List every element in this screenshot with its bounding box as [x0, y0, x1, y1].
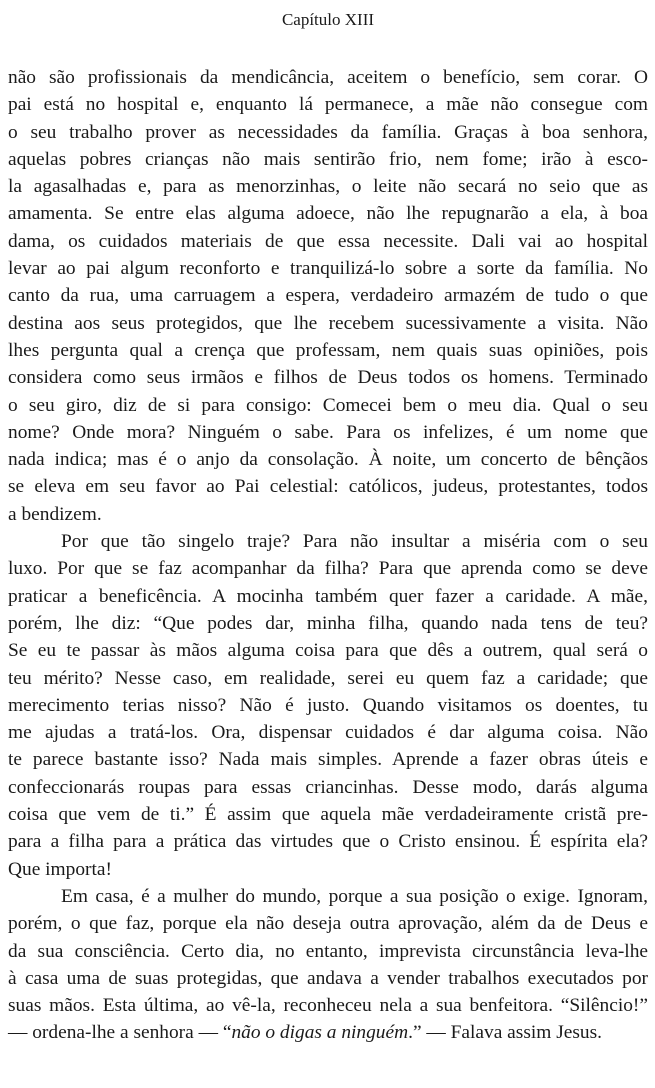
- paragraph: [8, 883, 648, 1047]
- text-line: Por que tão singelo traje? Para não insultar a miséria com o seu: [61, 531, 648, 553]
- paragraph: [8, 64, 648, 528]
- text-line: Em casa, é a mulher do mundo, porque a sua posição o exige. Ignoram,: [61, 885, 648, 907]
- text-line: la agasalhadas e, para as menorzinhas, o leite não secará no seio que as: [8, 176, 648, 198]
- chapter-title: Capítulo XIII: [281, 10, 375, 29]
- text-line: coisa que vem de ti.” É assim que aquela mãe verdadeiramente cristã pre-: [8, 804, 648, 826]
- text-line: destina aos seus protegidos, que lhe recebem sucessivamente a visita. Não: [8, 312, 648, 334]
- text-line: praticar a beneficência. A mocinha também quer fazer a caridade. A mãe,: [8, 585, 648, 607]
- text-line: luxo. Por que se faz acompanhar da filha? Para que aprenda como se deve: [8, 558, 648, 580]
- text-line: se eleva em seu favor ao Pai celestial: católicos, judeus, protestantes, todos: [8, 476, 648, 498]
- text-line: canto da rua, uma carruagem a espera, verdadeiro armazém de tudo o que: [8, 285, 648, 307]
- text-line: Se eu te passar às mãos alguma coisa para que dês a outrem, qual será o: [8, 640, 648, 662]
- text-line: aquelas pobres crianças não mais sentirão frio, nem fome; irão à esco-: [8, 148, 648, 170]
- text-line: suas mãos. Esta última, ao vê-la, reconheceu nela a sua benfeitora. “Silêncio!”: [8, 995, 648, 1017]
- text-line: teu mérito? Nesse caso, em realidade, serei eu quem faz a caridade; que: [8, 667, 648, 689]
- text-line: confeccionarás roupas para essas criancinhas. Desse modo, darás alguma: [8, 776, 648, 798]
- paragraph: [8, 528, 648, 883]
- text-line: dama, os cuidados materiais de que essa necessite. Dali vai ao hospital: [8, 230, 648, 252]
- text-line: o seu giro, diz de si para consigo: Comecei bem o meu dia. Qual o seu: [8, 394, 648, 416]
- text-line: o seu trabalho prover as necessidades da família. Graças à boa senhora,: [8, 121, 648, 143]
- text-fragment: — ordena-lhe a senhora — “: [8, 1022, 232, 1044]
- text-line: a bendizem.: [8, 503, 102, 525]
- text-line: lhes pergunta qual a crença que professam, nem quais suas opiniões, pois: [8, 339, 648, 361]
- text-line: me ajudas a tratá-los. Ora, dispensar cuidados é dar alguma coisa. Não: [8, 722, 648, 744]
- text-line: nome? Onde mora? Ninguém o sabe. Para os infelizes, é um nome que: [8, 421, 648, 443]
- text-line: levar ao pai algum reconforto e tranquilizá-lo sobre a sorte da família. No: [8, 258, 648, 280]
- body-text: [8, 64, 648, 1047]
- book-page: [8, 0, 648, 1047]
- italic-quote: não o digas a ninguém: [231, 1022, 409, 1044]
- text-line: amamenta. Se entre elas alguma adoece, não lhe repugnarão a ela, à boa: [8, 203, 648, 225]
- text-line: merecimento terias nisso? Não é justo. Quando visitamos os doentes, tu: [8, 694, 648, 716]
- running-header: [8, 0, 648, 38]
- text-line: não são profissionais da mendicância, aceitem o benefício, sem corar. O: [8, 67, 648, 88]
- text-line: pai está no hospital e, enquanto lá permanece, a mãe não consegue com: [8, 94, 648, 116]
- text-line: te parece bastante isso? Nada mais simples. Aprende a fazer obras úteis e: [8, 749, 648, 771]
- text-line: à casa uma de suas protegidas, que andava a vender trabalhos executados por: [8, 967, 648, 989]
- text-line: Que importa!: [8, 858, 112, 880]
- text-line: porém, lhe diz: “Que podes dar, minha filha, quando nada tens de teu?: [8, 612, 648, 634]
- text-line: porém, o que faz, porque ela não deseja outra aprovação, além da de Deus e: [8, 913, 648, 935]
- text-line: [8, 1019, 648, 1046]
- text-line: nada indica; mas é o anjo da consolação. À noite, um concerto de bênçãos: [8, 449, 648, 471]
- text-line: considera como seus irmãos e filhos de Deus todos os homens. Terminado: [8, 367, 648, 389]
- text-line: para a filha para a prática das virtudes que o Cristo ensinou. É espírita ela?: [8, 831, 648, 853]
- text-fragment: .” — Falava assim Jesus.: [408, 1022, 602, 1044]
- text-line: da sua consciência. Certo dia, no entanto, imprevista circunstância leva-lhe: [8, 940, 648, 962]
